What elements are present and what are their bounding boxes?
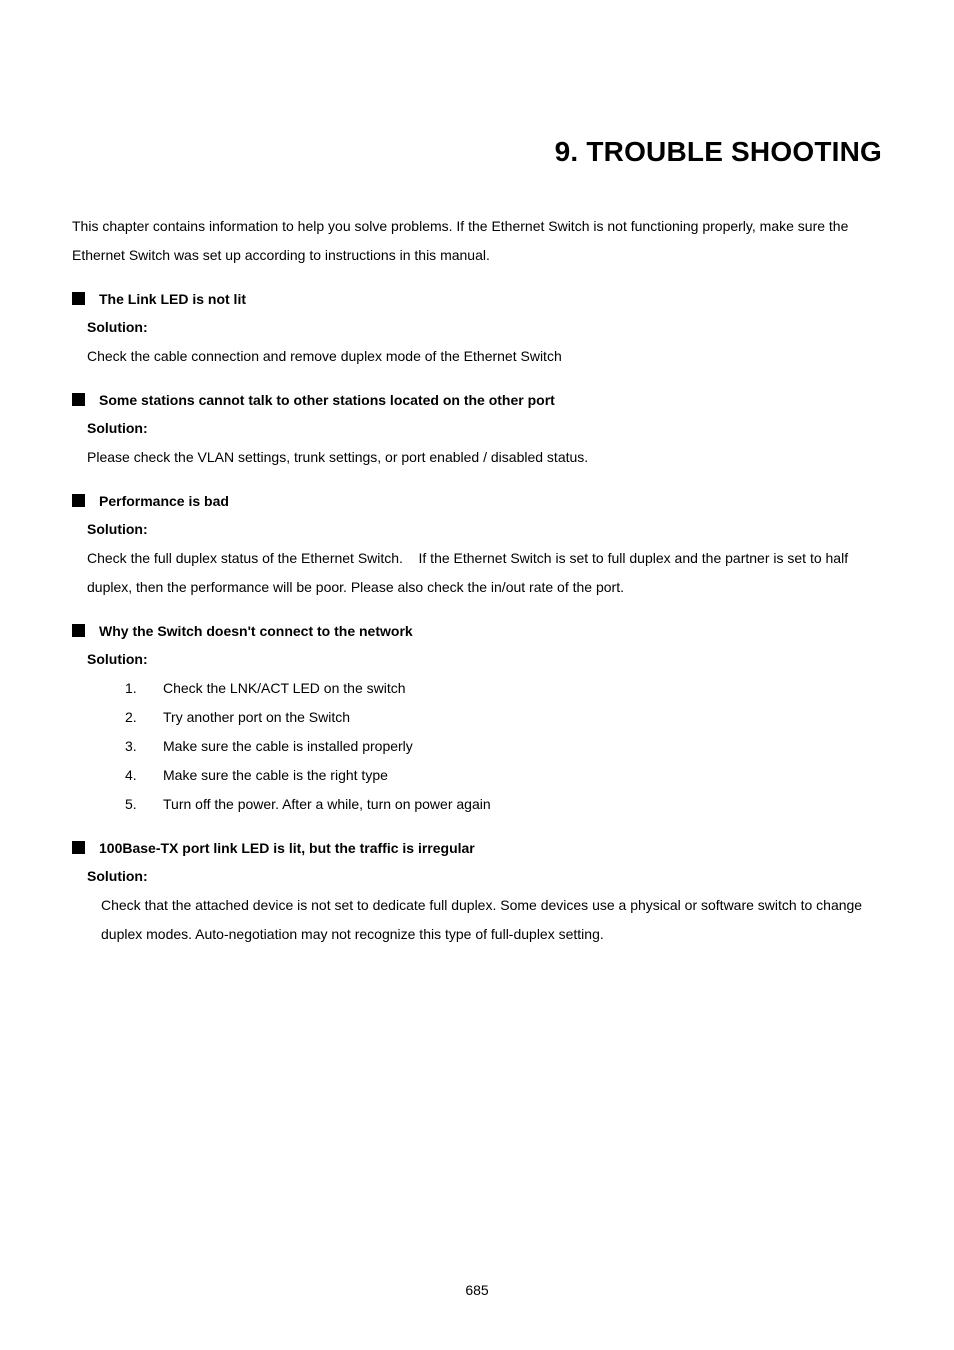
section-heading — [72, 833, 887, 862]
step-text: Make sure the cable is installed properly — [163, 738, 413, 754]
section-link-led — [72, 284, 887, 371]
solution-label: Solution: — [87, 319, 148, 335]
page-title: 9. TROUBLE SHOOTING — [554, 136, 882, 167]
step-text: Make sure the cable is the right type — [163, 767, 388, 783]
section-heading — [72, 385, 887, 414]
page-number: 685 — [465, 1282, 489, 1298]
list-item — [72, 761, 887, 790]
section-heading-text: Some stations cannot talk to other stations located on the other port — [99, 391, 555, 408]
solution-text: Please check the VLAN settings, trunk settings, or port enabled / disabled status. — [87, 449, 589, 465]
square-bullet-icon — [72, 841, 85, 854]
step-number: 1. — [125, 680, 137, 696]
step-number: 2. — [125, 709, 137, 725]
section-heading-text: 100Base-TX port link LED is lit, but the traffic is irregular — [99, 839, 475, 856]
solution-label: Solution: — [87, 868, 148, 884]
square-bullet-icon — [72, 393, 85, 406]
section-heading — [72, 616, 887, 645]
section-stations-cannot-talk — [72, 385, 887, 472]
section-heading — [72, 486, 887, 515]
square-bullet-icon — [72, 624, 85, 637]
list-item — [72, 732, 887, 761]
solution-text: Check the cable connection and remove duplex mode of the Ethernet Switch — [87, 348, 562, 364]
solution-label: Solution: — [87, 420, 148, 436]
list-item — [72, 703, 887, 732]
section-heading — [72, 284, 887, 313]
step-number: 3. — [125, 738, 137, 754]
intro-paragraph: This chapter contains information to help you solve problems. If the Ethernet Switch is not functioning properly, make sure the Ethernet Switch was set up according to instructions in this manual. — [72, 218, 849, 263]
list-item — [72, 674, 887, 703]
step-number: 4. — [125, 767, 137, 783]
section-heading-text: Performance is bad — [99, 492, 229, 509]
square-bullet-icon — [72, 494, 85, 507]
list-item — [72, 790, 887, 819]
solution-label: Solution: — [87, 651, 148, 667]
solution-steps-list — [72, 674, 887, 819]
section-heading-text: Why the Switch doesn't connect to the network — [99, 622, 413, 639]
step-text: Try another port on the Switch — [163, 709, 351, 725]
solution-text: Check that the attached device is not set to dedicate full duplex. Some devices use a physical or software switch to change duplex modes. Auto-negotiation may not recognize this type of full-duplex setting. — [101, 897, 863, 942]
square-bullet-icon — [72, 292, 85, 305]
step-number: 5. — [125, 796, 137, 812]
solution-label: Solution: — [87, 521, 148, 537]
step-text: Check the LNK/ACT LED on the switch — [163, 680, 406, 696]
step-text: Turn off the power. After a while, turn on power again — [163, 796, 491, 812]
section-performance-bad — [72, 486, 887, 602]
solution-text: Check the full duplex status of the Ethernet Switch. If the Ethernet Switch is set to full duplex and the partner is set to half duplex, then the performance will be poor. Please also check the in/out rate of the port. — [87, 550, 852, 595]
section-traffic-irregular — [72, 833, 887, 949]
section-no-network — [72, 616, 887, 819]
section-heading-text: The Link LED is not lit — [99, 290, 246, 307]
